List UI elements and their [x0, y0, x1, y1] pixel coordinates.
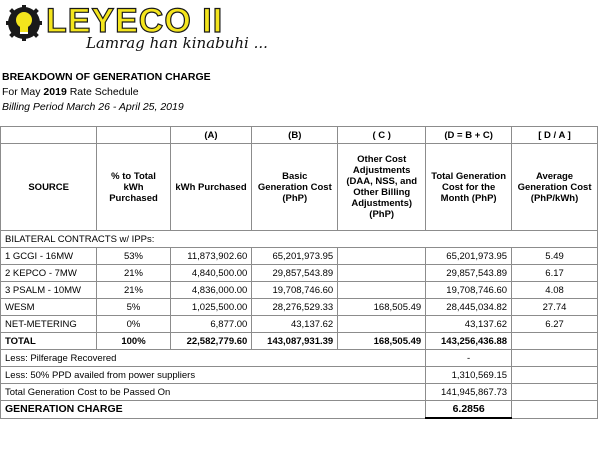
generation-charge-value: 6.2856: [426, 401, 512, 419]
cell-basic: 43,137.62: [252, 316, 338, 333]
cell-total: 29,857,543.89: [426, 265, 512, 282]
pilferage-row: [1, 350, 598, 367]
subtitle-prefix: For May: [2, 86, 44, 98]
total-other: 168,505.49: [338, 333, 426, 350]
ppd-blank: [512, 367, 598, 384]
table-row: [1, 299, 598, 316]
cell-other: [338, 316, 426, 333]
cell-source: 3 PSALM - 10MW: [1, 282, 97, 299]
code-b: (B): [252, 127, 338, 144]
total-kwh: 22,582,779.60: [170, 333, 252, 350]
header-average-cost: Average Generation Cost (PhP/kWh): [512, 144, 598, 231]
header-total-cost: Total Generation Cost for the Month (PhP): [426, 144, 512, 231]
document-title-block: [2, 70, 211, 115]
cell-kwh: 11,873,902.60: [170, 248, 252, 265]
code-a: (A): [170, 127, 252, 144]
generation-charge-table: [0, 126, 598, 419]
code-c: ( C ): [338, 127, 426, 144]
cell-other: [338, 248, 426, 265]
cell-total: 19,708,746.60: [426, 282, 512, 299]
logo-tagline: Lamrag han kinabuhi ...: [86, 34, 268, 52]
cell-total: 28,445,034.82: [426, 299, 512, 316]
section-label: BILATERAL CONTRACTS w/ IPPs:: [1, 231, 598, 248]
cell-avg: 5.49: [512, 248, 598, 265]
header-logo: [0, 0, 600, 66]
pilferage-label: Less: Pilferage Recovered: [1, 350, 426, 367]
cell-basic: 19,708,746.60: [252, 282, 338, 299]
generation-charge-blank: [512, 401, 598, 419]
cell-other: 168,505.49: [338, 299, 426, 316]
table-row: [1, 282, 598, 299]
total-label: TOTAL: [1, 333, 97, 350]
passed-on-value: 141,945,867.73: [426, 384, 512, 401]
table-row: [1, 248, 598, 265]
cell-avg: 27.74: [512, 299, 598, 316]
cell-pct: 53%: [97, 248, 170, 265]
pilferage-value: -: [426, 350, 512, 367]
ppd-row: [1, 367, 598, 384]
subtitle-year: 2019: [43, 86, 67, 98]
cell-other: [338, 282, 426, 299]
cell-kwh: 4,836,000.00: [170, 282, 252, 299]
table-row: [1, 316, 598, 333]
total-basic: 143,087,931.39: [252, 333, 338, 350]
cell-avg: 6.17: [512, 265, 598, 282]
code-source: [1, 127, 97, 144]
document-title: BREAKDOWN OF GENERATION CHARGE: [2, 71, 211, 83]
total-total: 143,256,436.88: [426, 333, 512, 350]
cell-basic: 29,857,543.89: [252, 265, 338, 282]
code-pct: [97, 127, 170, 144]
billing-period: Billing Period March 26 - April 25, 2019: [2, 101, 184, 113]
document-subtitle: [2, 85, 211, 100]
bulb-gear-icon: [6, 5, 42, 41]
total-row: [1, 333, 598, 350]
cell-pct: 5%: [97, 299, 170, 316]
cell-basic: 65,201,973.95: [252, 248, 338, 265]
code-e: [ D / A ]: [512, 127, 598, 144]
column-header-row: [1, 144, 598, 231]
header-kwh: kWh Purchased: [170, 144, 252, 231]
cell-total: 65,201,973.95: [426, 248, 512, 265]
cell-basic: 28,276,529.33: [252, 299, 338, 316]
cell-other: [338, 265, 426, 282]
header-other-cost: Other Cost Adjustments (DAA, NSS, and Other Billing Adjustments) (PhP): [338, 144, 426, 231]
cell-kwh: 4,840,500.00: [170, 265, 252, 282]
cell-source: 2 KEPCO - 7MW: [1, 265, 97, 282]
cell-source: WESM: [1, 299, 97, 316]
cell-source: NET-METERING: [1, 316, 97, 333]
passed-on-blank: [512, 384, 598, 401]
header-source: SOURCE: [1, 144, 97, 231]
cell-kwh: 1,025,500.00: [170, 299, 252, 316]
section-row-bilateral: [1, 231, 598, 248]
ppd-value: 1,310,569.15: [426, 367, 512, 384]
total-pct: 100%: [97, 333, 170, 350]
table-row: [1, 265, 598, 282]
passed-on-row: [1, 384, 598, 401]
generation-charge-row: [1, 401, 598, 419]
ppd-label: Less: 50% PPD availed from power suppliers: [1, 367, 426, 384]
logo-text: LEYECO II: [46, 2, 224, 40]
header-basic-cost: Basic Generation Cost (PhP): [252, 144, 338, 231]
header-pct: % to Total kWh Purchased: [97, 144, 170, 231]
cell-pct: 0%: [97, 316, 170, 333]
cell-total: 43,137.62: [426, 316, 512, 333]
subtitle-suffix: Rate Schedule: [66, 86, 139, 98]
cell-kwh: 6,877.00: [170, 316, 252, 333]
code-d: (D = B + C): [426, 127, 512, 144]
pilferage-blank: [512, 350, 598, 367]
passed-on-label: Total Generation Cost to be Passed On: [1, 384, 426, 401]
cell-avg: 6.27: [512, 316, 598, 333]
cell-avg: 4.08: [512, 282, 598, 299]
total-avg: [512, 333, 598, 350]
column-codes-row: [1, 127, 598, 144]
cell-pct: 21%: [97, 265, 170, 282]
cell-source: 1 GCGI - 16MW: [1, 248, 97, 265]
cell-pct: 21%: [97, 282, 170, 299]
generation-charge-label: GENERATION CHARGE: [1, 401, 426, 419]
